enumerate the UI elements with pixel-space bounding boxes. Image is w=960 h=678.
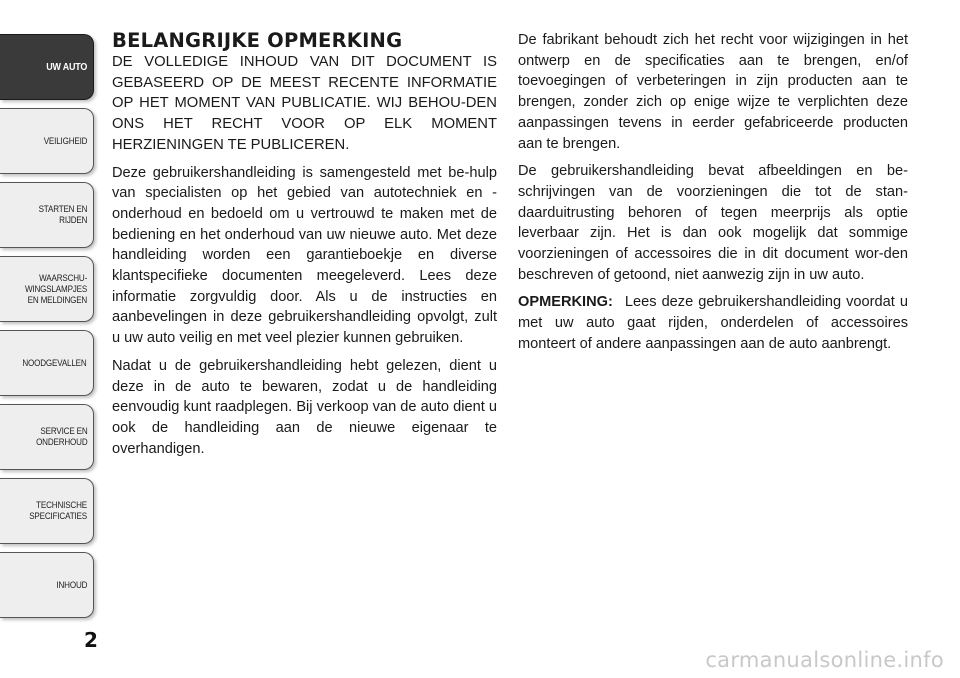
tab-service-en-onderhoud[interactable]	[0, 404, 94, 470]
tab-noodgevallen[interactable]	[0, 330, 94, 396]
note-label: OPMERKING:	[518, 294, 613, 311]
disclaimer-caps-text: DE VOLLEDIGE INHOUD VAN DIT DOCUMENT IS GEBASEERD OP DE MEEST RECENTE INFORMATIE OP HET MOMENT VAN PUBLICATIE. WIJ BEHOU-DEN ONS HET RECHT VOOR OP ELK MOMENT HERZIENINGEN TE PUBLICEREN.	[112, 54, 497, 153]
right-column	[518, 30, 908, 362]
note-paragraph	[518, 292, 908, 354]
tab-label: SERVICE EN ONDERHOUD	[35, 426, 87, 448]
tab-waarschuwingslampjes[interactable]	[0, 256, 94, 322]
tab-label: UW AUTO	[46, 60, 87, 73]
tab-uw-auto[interactable]	[0, 34, 94, 100]
tab-label: INHOUD	[56, 579, 87, 591]
tab-inhoud[interactable]	[0, 552, 94, 618]
manufacturer-paragraph: De fabrikant behoudt zich het recht voor wijzigingen in het ontwerp en de specificaties aan te brengen, en/of toevoegingen of verbeteringen in zijn producten aan te brengen, zonder zich op enige wijze te verplichten deze aanpassingen tevens in eerder gefabriceerde producten aan te brengen.	[518, 32, 908, 152]
tab-starten-en-rijden[interactable]	[0, 182, 94, 248]
tab-label: STARTEN EN RIJDEN	[38, 204, 87, 226]
section-heading: BELANGRIJKE OPMERKING	[112, 29, 403, 52]
tab-label: TECHNISCHE SPECIFICATIES	[29, 500, 87, 522]
tab-technische-specificaties[interactable]	[0, 478, 94, 544]
tab-label: VEILIGHEID	[43, 135, 87, 147]
chapter-sidebar	[0, 0, 100, 678]
tab-label: NOODGEVALLEN	[22, 357, 87, 369]
page-number: 2	[84, 628, 98, 652]
left-column	[112, 30, 497, 466]
storage-paragraph: Nadat u de gebruikershandleiding hebt gelezen, dient u deze in de auto te bewaren, zodat u de handleiding eenvoudig kunt raadplegen. Bij verkoop van de auto dient u ook de handleiding aan de nieuwe eigenaar te overhandigen.	[112, 357, 497, 457]
illustrations-paragraph: De gebruikershandleiding bevat afbeeldingen en be-schrijvingen van de voorzieningen die tot de stan-daarduitrusting behoren of tegen meerprijs als optie leverbaar zijn. Het is dan ook mogelijk dat sommige voorzieningen of accessoires die in dit document wor-den beschreven of getoond, niet aanwezig zijn in uw auto.	[518, 163, 908, 283]
intro-paragraph: Deze gebruikershandleiding is samengesteld met be-hulp van specialisten op het gebied van autotechniek en -onderhoud en bedoeld om u vertrouwd te maken met de bediening en het onderhoud van uw nieuwe auto. Met deze handleiding worden een garantieboekje en diverse klantspecifieke documenten meegeleverd. Lees deze informatie zorgvuldig door. Als u de instructies en aanbevelingen in deze gebruikershandleiding opvolgt, zult u uw auto veilig en met veel plezier kunnen gebruiken.	[112, 164, 497, 347]
watermark: carmanualsonline.info	[705, 648, 944, 672]
tab-veiligheid[interactable]	[0, 108, 94, 174]
note-text: Lees deze gebruikershandleiding voordat u met uw auto gaat rijden, onderdelen of accessoires monteert of andere aanpassingen aan de auto aanbrengt.	[518, 294, 908, 352]
tab-label: WAARSCHU- WINGSLAMPJES EN MELDINGEN	[24, 272, 87, 306]
